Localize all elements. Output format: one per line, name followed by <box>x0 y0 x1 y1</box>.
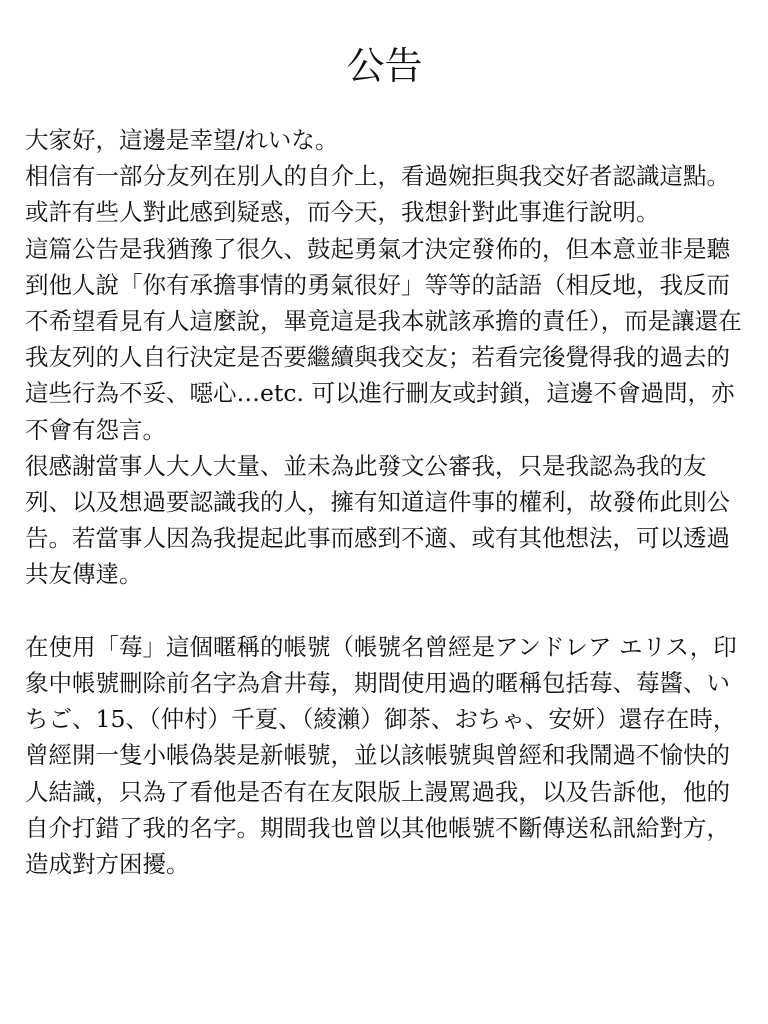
gratitude-paragraph: 很感謝當事人大人大量、並未為此發文公審我，只是我認為我的友列、以及想過要認識我的人，擁有知道這件事的權利，故發佈此則公告。若當事人因為我提起此事而感到不適、或有其他想法，可以透過共友傳達。 <box>25 451 730 589</box>
greeting-paragraph: 大家好，這邊是幸望/れいな。 <box>25 126 339 154</box>
paragraph-spacer <box>25 593 745 629</box>
announcement-body <box>25 122 745 882</box>
decision-paragraph: 這篇公告是我猶豫了很久、鼓起勇氣才決定發佈的，但本意並非是聽到他人說「你有承擔事情的勇氣很好」等等的話語（相反地，我反而不希望看見有人這麼說，畢竟這是我本就該承擔的責任），而是讓還在我友列的人自行決定是否要繼續與我交友；若看完後覺得我的過去的這些行為不妥、噁心…etc. 可以進行刪友或封鎖，這邊不會過問，亦不會有怨言。 <box>25 234 742 444</box>
page-title: 公告 <box>346 44 423 88</box>
explanation-paragraph: 相信有一部分友列在別人的自介上，看過婉拒與我交好者認識這點。或許有些人對此感到疑惑，而今天，我想針對此事進行說明。 <box>25 162 730 227</box>
incident-paragraph: 在使用「莓」這個暱稱的帳號（帳號名曾經是アンドレア エリス，印象中帳號刪除前名字為倉井莓，期間使用過的暱稱包括莓、莓醬、いちご、15、（仲村）千夏、（綾瀨）御茶、おちゃ、安妍）還存在時，曾經開一隻小帳偽裝是新帳號，並以該帳號與曾經和我鬧過不愉快的人結識，只為了看他是否有在友限版上謾罵過我，以及告訴他，他的自介打錯了我的名字。期間我也曾以其他帳號不斷傳送私訊給對方，造成對方困擾。 <box>25 632 737 879</box>
